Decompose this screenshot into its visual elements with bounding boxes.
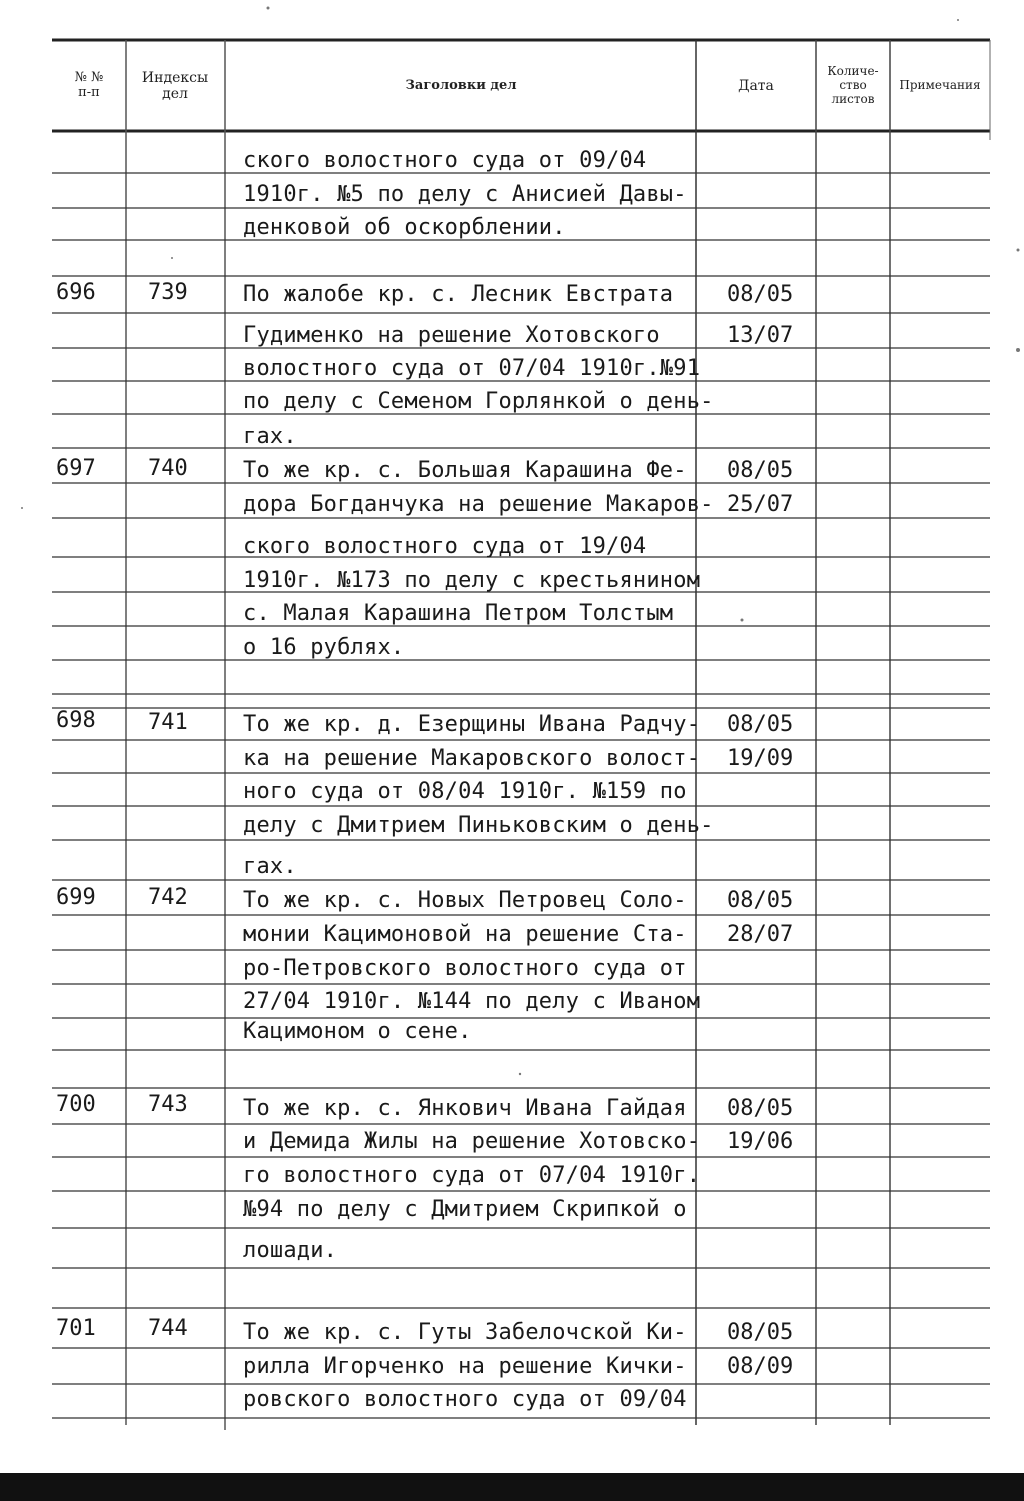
continuation-line: 1910г. №5 по делу с Анисией Давы- (243, 182, 687, 207)
header-notes (891, 40, 989, 132)
continuation-line: денковой об оскорблении. (243, 215, 566, 240)
entry-title-line: делу с Дмитрием Пиньковским о день- (243, 813, 714, 838)
header-number-line2: п-п (78, 85, 100, 100)
header-title (226, 40, 696, 132)
entry-title-line: волостного суда от 07/04 1910г.№91 (243, 356, 701, 381)
header-title-text: Заголовки дел (405, 77, 517, 93)
entry-title-line: №94 по делу с Дмитрием Скрипкой о (243, 1197, 687, 1222)
scan-bottom-edge (0, 1473, 1024, 1501)
header-index (127, 40, 223, 132)
entry-title-line: 1910г. №173 по делу с крестьянином (243, 568, 701, 593)
header-number (52, 40, 126, 132)
header-sheet-count (816, 40, 890, 132)
header-number-line1: № № (74, 70, 104, 86)
entry-date: 28/07 (727, 922, 794, 947)
entry-index: 740 (148, 456, 188, 481)
entry-title-line: ного суда от 08/04 1910г. №159 по (243, 779, 687, 804)
entry-number: 698 (56, 708, 96, 733)
continuation-line: ского волостного суда от 09/04 (243, 148, 647, 173)
entry-index: 742 (148, 885, 188, 910)
entry-title-line: гах. (243, 424, 297, 449)
entry-title-line: То же кр. д. Езерщины Ивана Радчу- (243, 712, 701, 737)
entry-title-line: дора Богданчука на решение Макаров- (243, 492, 714, 517)
header-qty-line1: Количе- (827, 64, 879, 79)
entry-date: 08/09 (727, 1354, 794, 1379)
entry-title-line: ро-Петровского волостного суда от (243, 956, 687, 981)
header-index-line2: дел (162, 86, 188, 102)
entry-index: 743 (148, 1092, 188, 1117)
entry-title-line: рилла Игорченко на решение Кички- (243, 1354, 687, 1379)
entry-title-line: ского волостного суда от 19/04 (243, 534, 647, 559)
entry-date: 08/05 (727, 282, 794, 307)
entry-title-line: То же кр. с. Новых Петровец Соло- (243, 888, 687, 913)
entry-title-line: Кацимоном о сене. (243, 1019, 472, 1044)
entry-number: 700 (56, 1092, 96, 1117)
entry-title-line: ка на решение Макаровского волост- (243, 746, 701, 771)
header-notes-text: Примечания (899, 78, 981, 93)
header-date (697, 40, 815, 132)
entry-title-line: с. Малая Карашина Петром Толстым (243, 601, 674, 626)
entry-title-line: го волостного суда от 07/04 1910г. (243, 1163, 701, 1188)
entry-title-line: То же кр. с. Янкович Ивана Гайдая (243, 1096, 687, 1121)
entry-title-line: гах. (243, 854, 297, 879)
entry-number: 699 (56, 885, 96, 910)
entry-title-line: Гудименко на решение Хотовского (243, 323, 660, 348)
header-index-line1: Индексы (141, 69, 209, 86)
entry-date: 08/05 (727, 458, 794, 483)
entry-date: 13/07 (727, 323, 794, 348)
entry-number: 696 (56, 280, 96, 305)
header-qty-line2: ство (839, 78, 867, 93)
entry-index: 741 (148, 710, 188, 735)
entry-date: 08/05 (727, 1320, 794, 1345)
entry-title-line: монии Кацимоновой на решение Ста- (243, 922, 687, 947)
entry-date: 19/06 (727, 1129, 794, 1154)
header-date-text: Дата (738, 77, 774, 94)
entry-title-line: ровского волостного суда от 09/04 (243, 1387, 687, 1412)
entry-number: 701 (56, 1316, 96, 1341)
entry-index: 744 (148, 1316, 188, 1341)
entry-title-line: о 16 рублях. (243, 635, 405, 660)
entry-title-line: лошади. (243, 1238, 338, 1263)
entry-title-line: по делу с Семеном Горлянкой о день- (243, 389, 714, 414)
entry-date: 08/05 (727, 888, 794, 913)
entry-index: 739 (148, 280, 188, 305)
entry-date: 08/05 (727, 712, 794, 737)
entry-date: 25/07 (727, 492, 794, 517)
header-qty-line3: листов (831, 91, 875, 106)
entry-title-line: 27/04 1910г. №144 по делу с Иваном (243, 989, 701, 1014)
entry-title-line: По жалобе кр. с. Лесник Евстрата (243, 282, 674, 307)
entry-number: 697 (56, 456, 96, 481)
entry-date: 19/09 (727, 746, 794, 771)
entry-title-line: То же кр. с. Гуты Забелочской Ки- (243, 1320, 687, 1345)
entry-date: 08/05 (727, 1096, 794, 1121)
entry-title-line: То же кр. с. Большая Карашина Фе- (243, 458, 687, 483)
entry-title-line: и Демида Жилы на решение Хотовско- (243, 1129, 701, 1154)
